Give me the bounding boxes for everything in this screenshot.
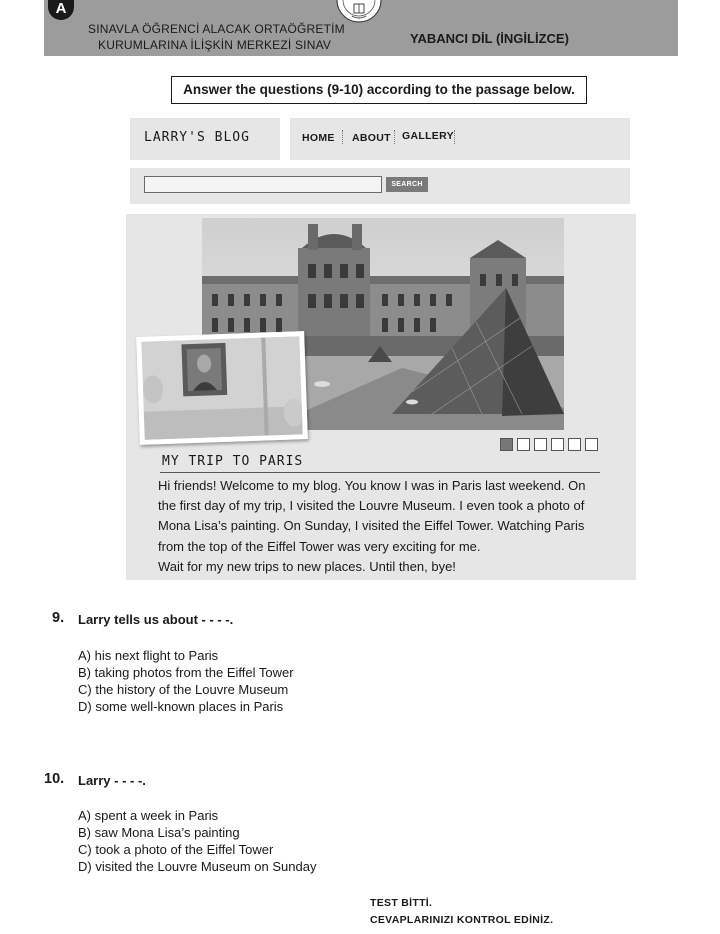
booklet-badge: A <box>48 0 74 20</box>
nav-gallery[interactable]: GALLERY <box>402 130 454 142</box>
test-end-notice: TEST BİTTİ. <box>370 897 433 909</box>
nav-home[interactable]: HOME <box>302 132 335 144</box>
search-input[interactable] <box>144 176 382 193</box>
question-10-option-d[interactable]: D) visited the Louvre Museum on Sunday <box>78 859 317 874</box>
nav-separator <box>454 130 455 144</box>
question-9-option-d[interactable]: D) some well-known places in Paris <box>78 699 284 714</box>
question-10-option-b[interactable]: B) saw Mona Lisa’s painting <box>78 825 240 840</box>
question-9-number: 9. <box>52 610 65 626</box>
post-line: Wait for my new trips to new places. Until then, bye! <box>158 558 456 574</box>
carousel-dot[interactable] <box>500 438 513 451</box>
blog-mockup <box>126 116 636 586</box>
ministry-emblem-icon <box>334 0 384 40</box>
carousel-indicators <box>500 438 598 451</box>
post-body <box>158 476 598 577</box>
question-10-number: 10. <box>44 771 65 787</box>
instruction-box: Answer the questions (9-10) according to the passage below. <box>171 76 587 104</box>
question-9-option-b[interactable]: B) taking photos from the Eiffel Tower <box>78 665 294 680</box>
post-title: MY TRIP TO PARIS <box>162 454 304 469</box>
blog-title: LARRY'S BLOG <box>144 130 250 145</box>
question-10-option-a[interactable]: A) spent a week in Paris <box>78 808 219 823</box>
carousel-dot[interactable] <box>517 438 530 451</box>
exam-name-line2: KURUMLARINA İLİŞKİN MERKEZİ SINAV <box>98 38 332 52</box>
nav-separator <box>342 130 343 144</box>
post-line: Hi friends! Welcome to my blog. You know I was in Paris last weekend. On <box>158 478 586 493</box>
question-9-option-a[interactable]: A) his next flight to Paris <box>78 648 219 663</box>
question-10-option-c[interactable]: C) took a photo of the Eiffel Tower <box>78 842 274 857</box>
question-9-option-c[interactable]: C) the history of the Louvre Museum <box>78 682 289 697</box>
exam-name-line1: SINAVLA ÖĞRENCİ ALACAK ORTAÖĞRETİM <box>88 22 345 36</box>
carousel-dot[interactable] <box>551 438 564 451</box>
search-button[interactable]: SEARCH <box>386 177 428 192</box>
post-line: Mona Lisa’s painting. On Sunday, I visited the Eiffel Tower. Watching Paris <box>158 518 585 534</box>
subject-title: YABANCI DİL (İNGİLİZCE) <box>410 31 569 46</box>
post-line: from the top of the Eiffel Tower was very exciting for me. <box>158 538 481 554</box>
carousel-dot[interactable] <box>568 438 581 451</box>
question-9-stem: Larry tells us about - - - -. <box>78 612 234 627</box>
question-10-stem: Larry - - - -. <box>78 773 146 788</box>
nav-about[interactable]: ABOUT <box>352 132 391 144</box>
post-line: the first day of my trip, I visited the Louvre Museum. I even took a photo of <box>158 498 585 514</box>
mona-lisa-photo <box>136 331 308 445</box>
nav-separator <box>394 130 395 144</box>
carousel-dot[interactable] <box>534 438 547 451</box>
carousel-dot[interactable] <box>585 438 598 451</box>
check-answers-notice: CEVAPLARINIZI KONTROL EDİNİZ. <box>370 914 554 926</box>
post-title-underline <box>160 472 600 473</box>
